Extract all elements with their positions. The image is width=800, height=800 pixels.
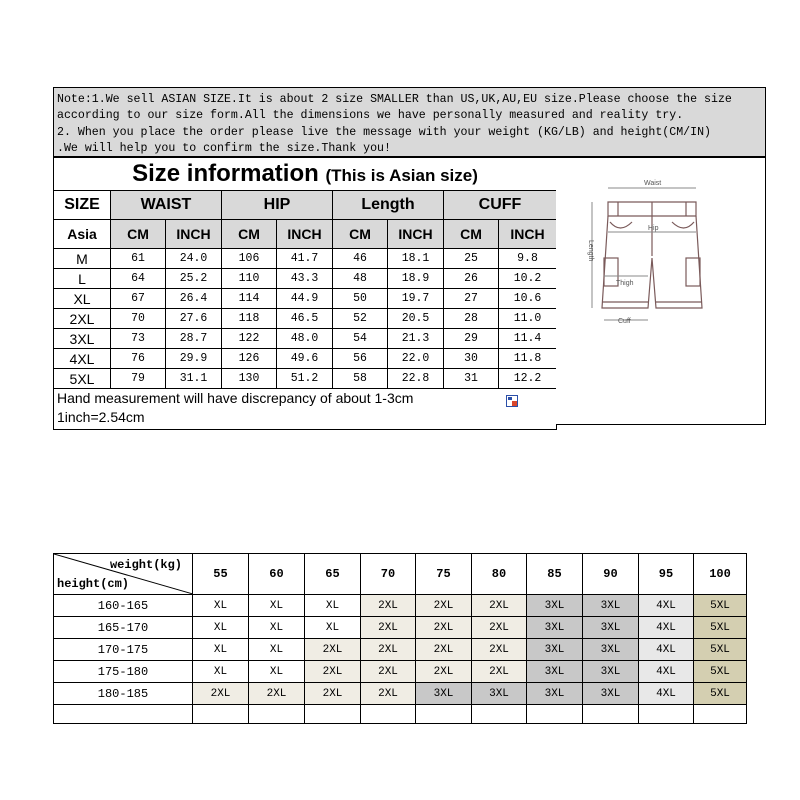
hip-label: Hip <box>648 225 659 232</box>
value-cell: 12.2 <box>499 369 557 389</box>
pocket-shape <box>610 222 632 228</box>
value-cell: 28 <box>444 309 499 329</box>
size-rec-cell: XL <box>249 595 305 617</box>
value-cell: 19.7 <box>388 289 444 309</box>
value-cell: 29 <box>444 329 499 349</box>
unit-inch: INCH <box>499 220 557 249</box>
size-rec-cell: 2XL <box>361 683 416 705</box>
value-cell: 21.3 <box>388 329 444 349</box>
value-cell: 118 <box>222 309 277 329</box>
value-cell: 26 <box>444 269 499 289</box>
waist-label: Waist <box>644 180 662 187</box>
value-cell: 79 <box>111 369 166 389</box>
value-cell: 126 <box>222 349 277 369</box>
size-information-table <box>53 157 557 430</box>
value-cell: 25.2 <box>166 269 222 289</box>
value-cell: 41.7 <box>277 249 333 269</box>
value-cell: 10.2 <box>499 269 557 289</box>
inch-conversion-note: 1inch=2.54cm <box>57 409 145 425</box>
value-cell: 114 <box>222 289 277 309</box>
shorts-measurement-diagram <box>556 157 766 425</box>
header-length: Length <box>333 191 444 220</box>
value-cell: 20.5 <box>388 309 444 329</box>
value-cell: 43.3 <box>277 269 333 289</box>
value-cell: 24.0 <box>166 249 222 269</box>
value-cell: 61 <box>111 249 166 269</box>
unit-cm: CM <box>333 220 388 249</box>
value-cell: 11.4 <box>499 329 557 349</box>
value-cell: 29.9 <box>166 349 222 369</box>
empty-cell <box>583 705 639 724</box>
size-rec-cell: XL <box>193 639 249 661</box>
empty-cell <box>193 705 249 724</box>
value-cell: 67 <box>111 289 166 309</box>
size-rec-cell: 4XL <box>639 661 694 683</box>
cargo-pocket <box>686 258 700 286</box>
empty-cell <box>694 705 747 724</box>
value-cell: 27 <box>444 289 499 309</box>
value-cell: 106 <box>222 249 277 269</box>
value-cell: 52 <box>333 309 388 329</box>
weight-height-corner <box>54 554 193 595</box>
weight-height-size-table <box>53 553 747 724</box>
height-cell: 175-180 <box>54 661 193 683</box>
unit-asia: Asia <box>54 220 111 249</box>
table-row <box>54 249 557 269</box>
header-cuff: CUFF <box>444 191 557 220</box>
size-rec-cell: 4XL <box>639 639 694 661</box>
value-cell: 70 <box>111 309 166 329</box>
value-cell: 18.1 <box>388 249 444 269</box>
weight-header: 80 <box>472 554 527 595</box>
table-row <box>54 309 557 329</box>
size-rec-cell: 4XL <box>639 595 694 617</box>
size-rec-cell: 2XL <box>361 617 416 639</box>
size-rec-cell: 3XL <box>583 661 639 683</box>
weight-header: 65 <box>305 554 361 595</box>
size-rec-cell: XL <box>193 617 249 639</box>
unit-cm: CM <box>111 220 166 249</box>
weight-header: 75 <box>416 554 472 595</box>
unit-cm: CM <box>222 220 277 249</box>
size-rec-cell: 2XL <box>361 595 416 617</box>
value-cell: 130 <box>222 369 277 389</box>
table-row <box>54 349 557 369</box>
value-cell: 76 <box>111 349 166 369</box>
table-row <box>54 683 747 705</box>
value-cell: 11.8 <box>499 349 557 369</box>
table-row <box>54 617 747 639</box>
value-cell: 25 <box>444 249 499 269</box>
table-row <box>54 269 557 289</box>
size-rec-cell: XL <box>193 661 249 683</box>
value-cell: 51.2 <box>277 369 333 389</box>
empty-cell <box>361 705 416 724</box>
height-axis-label: height(cm) <box>57 577 130 591</box>
table-row <box>54 289 557 309</box>
size-rec-cell: 2XL <box>472 595 527 617</box>
empty-row <box>54 705 747 724</box>
weight-axis-label: weight(kg) <box>109 558 182 572</box>
header-size: SIZE <box>54 191 111 220</box>
unit-inch: INCH <box>277 220 333 249</box>
size-rec-cell: 3XL <box>527 617 583 639</box>
size-rec-cell: 3XL <box>583 683 639 705</box>
note-line: .We will help you to confirm the size.Thank you! <box>57 141 391 155</box>
size-cell: XL <box>54 289 111 309</box>
header-hip: HIP <box>222 191 333 220</box>
height-cell: 170-175 <box>54 639 193 661</box>
size-note <box>53 87 766 157</box>
size-rec-cell: 5XL <box>694 661 747 683</box>
size-rec-cell: 2XL <box>305 683 361 705</box>
table-row <box>54 595 747 617</box>
value-cell: 50 <box>333 289 388 309</box>
value-cell: 48 <box>333 269 388 289</box>
size-cell: 5XL <box>54 369 111 389</box>
unit-inch: INCH <box>166 220 222 249</box>
table-row <box>54 329 557 349</box>
value-cell: 44.9 <box>277 289 333 309</box>
unit-cm: CM <box>444 220 499 249</box>
size-rec-cell: 4XL <box>639 683 694 705</box>
size-rec-cell: 5XL <box>694 683 747 705</box>
height-cell: 160-165 <box>54 595 193 617</box>
weight-header: 85 <box>527 554 583 595</box>
note-line: according to our size form.All the dimensions we have personally measured and reality try. <box>57 109 684 123</box>
size-rec-cell: 2XL <box>361 639 416 661</box>
size-rec-cell: 2XL <box>305 639 361 661</box>
size-rec-cell: 3XL <box>527 661 583 683</box>
size-rec-cell: 5XL <box>694 617 747 639</box>
value-cell: 49.6 <box>277 349 333 369</box>
height-cell: 180-185 <box>54 683 193 705</box>
table-footer <box>54 389 557 430</box>
table-row <box>54 661 747 683</box>
table-row <box>54 639 747 661</box>
value-cell: 9.8 <box>499 249 557 269</box>
size-rec-cell: 3XL <box>527 683 583 705</box>
header-waist: WAIST <box>111 191 222 220</box>
cuff-label: Cuff <box>618 318 631 325</box>
value-cell: 54 <box>333 329 388 349</box>
size-rec-cell: 3XL <box>472 683 527 705</box>
size-rec-cell: 2XL <box>193 683 249 705</box>
size-cell: 4XL <box>54 349 111 369</box>
value-cell: 18.9 <box>388 269 444 289</box>
size-rec-cell: 3XL <box>583 595 639 617</box>
empty-cell <box>305 705 361 724</box>
empty-cell <box>639 705 694 724</box>
pocket-shape <box>672 222 694 228</box>
value-cell: 11.0 <box>499 309 557 329</box>
measurement-note: Hand measurement will have discrepancy of about 1-3cm <box>57 390 414 406</box>
unit-inch: INCH <box>388 220 444 249</box>
size-cell: L <box>54 269 111 289</box>
value-cell: 31 <box>444 369 499 389</box>
value-cell: 27.6 <box>166 309 222 329</box>
value-cell: 30 <box>444 349 499 369</box>
value-cell: 122 <box>222 329 277 349</box>
weight-header: 100 <box>694 554 747 595</box>
value-cell: 58 <box>333 369 388 389</box>
size-cell: 3XL <box>54 329 111 349</box>
value-cell: 22.8 <box>388 369 444 389</box>
size-rec-cell: 3XL <box>527 639 583 661</box>
height-cell: 165-170 <box>54 617 193 639</box>
size-rec-cell: 3XL <box>416 683 472 705</box>
size-rec-cell: 2XL <box>472 661 527 683</box>
size-rec-cell: XL <box>249 661 305 683</box>
size-rec-cell: XL <box>249 639 305 661</box>
value-cell: 46.5 <box>277 309 333 329</box>
size-rec-cell: 2XL <box>416 595 472 617</box>
size-table-title <box>54 158 557 191</box>
size-rec-cell: XL <box>305 617 361 639</box>
size-rec-cell: 2XL <box>472 639 527 661</box>
value-cell: 26.4 <box>166 289 222 309</box>
empty-cell <box>527 705 583 724</box>
size-rec-cell: 2XL <box>416 617 472 639</box>
weight-header: 70 <box>361 554 416 595</box>
empty-cell <box>249 705 305 724</box>
size-rec-cell: XL <box>249 617 305 639</box>
size-rec-cell: 2XL <box>305 661 361 683</box>
weight-header: 55 <box>193 554 249 595</box>
weight-header: 60 <box>249 554 305 595</box>
value-cell: 56 <box>333 349 388 369</box>
size-rec-cell: 2XL <box>249 683 305 705</box>
note-line: Note:1.We sell ASIAN SIZE.It is about 2 size SMALLER than US,UK,AU,EU size.Please choose the size <box>57 93 732 106</box>
value-cell: 48.0 <box>277 329 333 349</box>
title-sub: (This is Asian size) <box>325 166 478 185</box>
size-rec-cell: 3XL <box>583 639 639 661</box>
note-line: 2. When you place the order please live the message with your weight (KG/LB) and height(CM/IN) <box>57 125 711 139</box>
size-rec-cell: 3XL <box>583 617 639 639</box>
weight-header: 90 <box>583 554 639 595</box>
value-cell: 22.0 <box>388 349 444 369</box>
value-cell: 31.1 <box>166 369 222 389</box>
size-rec-cell: XL <box>193 595 249 617</box>
title-main: Size information <box>132 160 319 187</box>
value-cell: 73 <box>111 329 166 349</box>
size-rec-cell: 2XL <box>361 661 416 683</box>
size-rec-cell: XL <box>305 595 361 617</box>
empty-cell <box>416 705 472 724</box>
value-cell: 46 <box>333 249 388 269</box>
weight-header: 95 <box>639 554 694 595</box>
size-rec-cell: 3XL <box>527 595 583 617</box>
table-row <box>54 369 557 389</box>
empty-cell <box>54 705 193 724</box>
size-rec-cell: 5XL <box>694 595 747 617</box>
length-label: Length <box>587 240 594 262</box>
size-cell: 2XL <box>54 309 111 329</box>
value-cell: 64 <box>111 269 166 289</box>
size-cell: M <box>54 249 111 269</box>
size-rec-cell: 2XL <box>472 617 527 639</box>
value-cell: 110 <box>222 269 277 289</box>
value-cell: 10.6 <box>499 289 557 309</box>
paste-options-icon[interactable] <box>506 395 518 407</box>
size-rec-cell: 4XL <box>639 617 694 639</box>
size-rec-cell: 5XL <box>694 639 747 661</box>
size-rec-cell: 2XL <box>416 661 472 683</box>
value-cell: 28.7 <box>166 329 222 349</box>
empty-cell <box>472 705 527 724</box>
size-rec-cell: 2XL <box>416 639 472 661</box>
thigh-label: Thigh <box>616 280 634 287</box>
